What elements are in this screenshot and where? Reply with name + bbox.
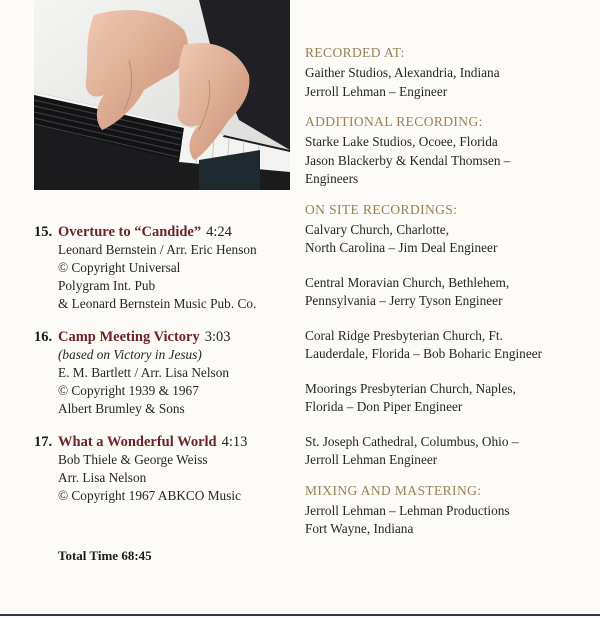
additional-recording-section <box>305 113 580 189</box>
credit-line: Jason Blackerby & Kendal Thomsen – <box>305 152 511 168</box>
site-entry <box>305 327 580 364</box>
section-heading: ON SITE RECORDINGS: <box>305 201 458 217</box>
track-credit-line: E. M. Bartlett / Arr. Lisa Nelson <box>58 365 229 380</box>
credit-line: Jerroll Lehman – Lehman Productions <box>305 502 510 518</box>
site-entry <box>305 433 580 470</box>
credit-line: Coral Ridge Presbyterian Church, Ft. <box>305 327 503 343</box>
track-credit-line: Albert Brumley & Sons <box>58 401 185 416</box>
track-title: Overture to “Candide” <box>58 224 202 240</box>
track-number: 17. <box>34 434 53 450</box>
track-list <box>34 224 294 521</box>
credit-line: North Carolina – Jim Deal Engineer <box>305 240 498 255</box>
track-credit-line: & Leonard Bernstein Music Pub. Co. <box>58 296 257 311</box>
credit-line: Fort Wayne, Indiana <box>305 521 414 536</box>
track-17 <box>34 434 294 505</box>
track-credit-line: © Copyright Universal <box>58 260 181 275</box>
track-duration: 4:13 <box>221 434 248 450</box>
credit-line: Calvary Church, Charlotte, <box>305 221 450 237</box>
track-16 <box>34 329 294 418</box>
track-credit-line: Leonard Bernstein / Arr. Eric Henson <box>58 242 257 257</box>
track-credit-line: Polygram Int. Pub <box>58 278 156 293</box>
track-number: 15. <box>34 224 53 240</box>
mixing-mastering-section <box>305 482 580 539</box>
track-title: What a Wonderful World <box>58 434 217 450</box>
piano-hands-illustration <box>34 0 290 190</box>
piano-hands-photo <box>34 0 290 190</box>
track-credit-line: © Copyright 1967 ABKCO Music <box>58 488 241 503</box>
track-duration: 3:03 <box>204 329 231 345</box>
credit-line: Moorings Presbyterian Church, Naples, <box>305 380 516 396</box>
track-credit-line: Bob Thiele & George Weiss <box>58 452 208 467</box>
track-15 <box>34 224 294 313</box>
credit-line: Engineers <box>305 171 359 186</box>
bottom-divider <box>0 614 600 616</box>
section-heading: MIXING AND MASTERING: <box>305 482 482 498</box>
credit-line: Central Moravian Church, Bethlehem, <box>305 274 510 290</box>
credit-line: Pennsylvania – Jerry Tyson Engineer <box>305 293 503 308</box>
credit-line: Jerroll Lehman – Engineer <box>305 83 448 99</box>
site-entry <box>305 274 580 311</box>
credit-line: St. Joseph Cathedral, Columbus, Ohio – <box>305 433 519 449</box>
credit-line: Starke Lake Studios, Ocoee, Florida <box>305 134 498 149</box>
credits-column <box>305 44 580 551</box>
track-duration: 4:24 <box>206 224 232 240</box>
track-credit-line: © Copyright 1939 & 1967 <box>58 383 199 398</box>
site-entry <box>305 380 580 417</box>
track-title: Camp Meeting Victory <box>58 329 200 345</box>
section-heading: ADDITIONAL RECORDING: <box>305 114 483 129</box>
site-entry <box>305 221 580 258</box>
credit-line: Florida – Don Piper Engineer <box>305 399 463 414</box>
track-credit-line: Arr. Lisa Nelson <box>58 470 147 485</box>
onsite-recordings-section <box>305 201 580 470</box>
credit-line: Lauderdale, Florida – Bob Boharic Engineer <box>305 346 543 361</box>
credit-line: Gaither Studios, Alexandria, Indiana <box>305 65 500 80</box>
credit-line: Jerroll Lehman Engineer <box>305 452 438 467</box>
total-time: Total Time 68:45 <box>58 548 152 563</box>
recorded-at-section <box>305 44 580 101</box>
track-note: (based on Victory in Jesus) <box>58 347 202 362</box>
section-heading: RECORDED AT: <box>305 45 405 60</box>
track-number: 16. <box>34 329 53 345</box>
